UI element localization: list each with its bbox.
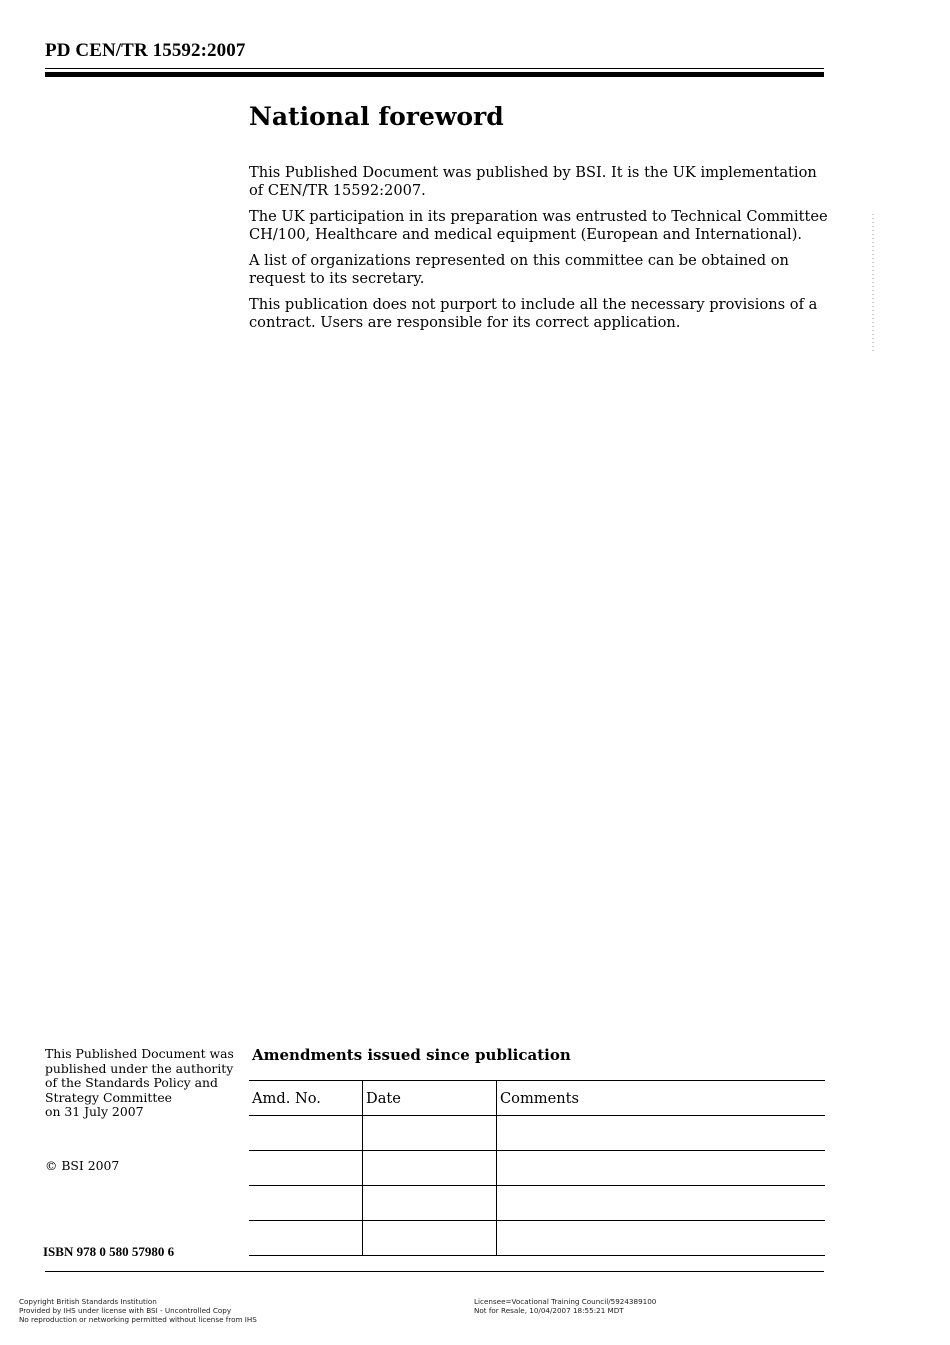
table-row	[249, 1116, 825, 1151]
column-header-date: Date	[363, 1081, 497, 1116]
page-title: National foreword	[249, 102, 504, 131]
margin-marks	[872, 214, 874, 354]
amendments-title: Amendments issued since publication	[252, 1046, 571, 1064]
paragraph: A list of organizations represented on this committee can be obtained on request to its secretary.	[249, 252, 789, 287]
copyright-notice: © BSI 2007	[45, 1158, 120, 1173]
paragraph: This publication does not purport to include all the necessary provisions of a contract. Users are responsible for its correct application.	[249, 296, 818, 331]
table-cell	[363, 1221, 497, 1256]
header-rule-thick	[45, 72, 824, 77]
document-id: PD CEN/TR 15592:2007	[45, 40, 246, 61]
table-cell	[363, 1151, 497, 1186]
paragraph: The UK participation in its preparation was entrusted to Technical Committee CH/100, Healthcare and medical equipment (European and International).	[249, 208, 828, 243]
footer-line: No reproduction or networking permitted without license from IHS	[19, 1315, 257, 1324]
foreword-body	[249, 164, 834, 340]
table-cell	[497, 1221, 826, 1256]
authority-line: published under the authority	[45, 1060, 234, 1076]
authority-line: This Published Document was	[45, 1046, 234, 1061]
table-row	[249, 1221, 825, 1256]
footer-line: Provided by IHS under license with BSI - Uncontrolled Copy	[19, 1306, 232, 1315]
table-row	[249, 1151, 825, 1186]
footer-line: Licensee=Vocational Training Council/5924389100	[474, 1297, 657, 1306]
authority-note	[45, 1047, 235, 1120]
amendments-table	[249, 1080, 825, 1256]
table-cell	[363, 1186, 497, 1221]
footer-line: Copyright British Standards Institution	[19, 1297, 157, 1306]
authority-line: on 31 July 2007	[45, 1104, 144, 1120]
table-cell	[249, 1221, 363, 1256]
authority-line: Strategy Committee	[45, 1089, 172, 1105]
table-cell	[249, 1186, 363, 1221]
footer-line: Not for Resale, 10/04/2007 18:55:21 MDT	[474, 1306, 624, 1315]
isbn: ISBN 978 0 580 57980 6	[43, 1244, 175, 1259]
paragraph: This Published Document was published by BSI. It is the UK implementation of CEN/TR 15592:2007.	[249, 164, 817, 199]
table-cell	[249, 1116, 363, 1151]
footer-rule	[45, 1271, 824, 1272]
column-header-comments: Comments	[497, 1081, 826, 1116]
table-cell	[497, 1186, 826, 1221]
table-row	[249, 1186, 825, 1221]
footer-copyright-block	[19, 1297, 257, 1324]
table-header-row	[249, 1081, 825, 1116]
table-cell	[363, 1116, 497, 1151]
table-cell	[249, 1151, 363, 1186]
table-cell	[497, 1151, 826, 1186]
header-rule-thin	[45, 68, 824, 69]
footer-licensee-block	[474, 1297, 656, 1315]
column-header-amd-no: Amd. No.	[249, 1081, 363, 1116]
table-cell	[497, 1116, 826, 1151]
authority-line: of the Standards Policy and	[45, 1075, 218, 1091]
